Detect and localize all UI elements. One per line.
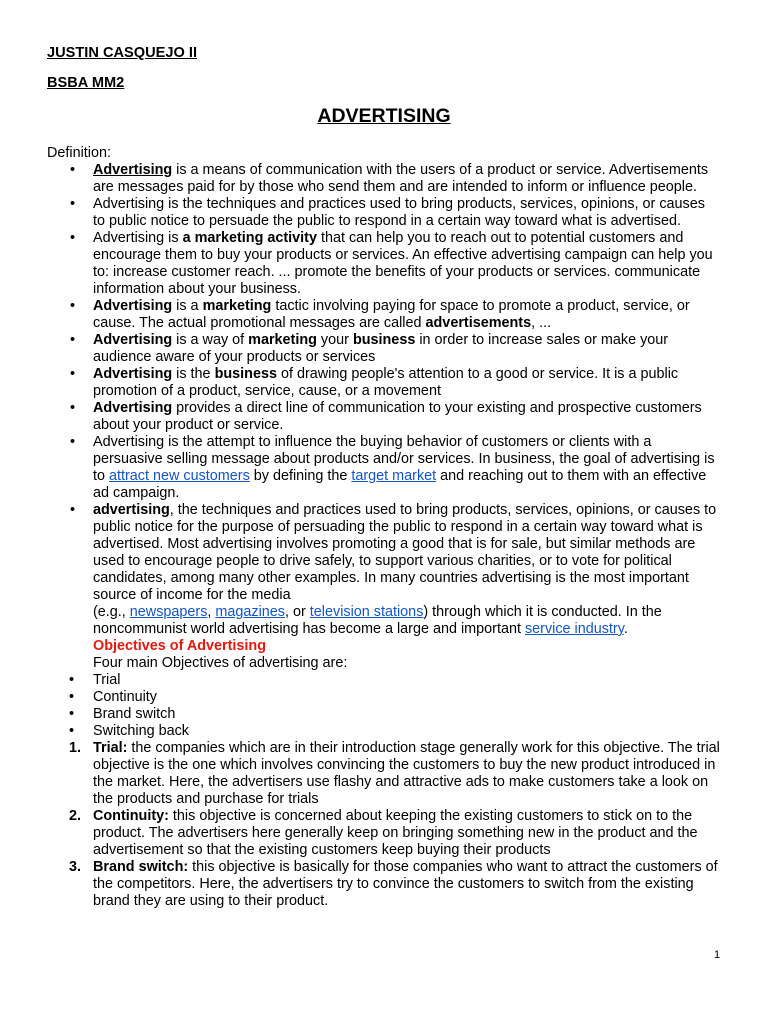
definition-item: • Advertising is the business of drawing people's attention to a good or service. It is a public promotion of a product, service, cause, or a movement — [70, 366, 679, 399]
bullet-icon: • — [70, 434, 76, 450]
bullet-icon: • — [70, 162, 76, 178]
objective-list-item: • Continuity — [69, 689, 157, 705]
bullet-icon: • — [70, 230, 76, 246]
objective-list-item: • Brand switch — [69, 706, 176, 722]
definition-item: • Advertising is a way of marketing your business in order to increase sales or make your audience aware of your products or services — [70, 332, 669, 365]
bullet-icon: • — [69, 706, 75, 722]
bullet-icon: • — [70, 400, 76, 416]
bullet-icon: • — [70, 196, 76, 212]
document-body — [0, 162, 768, 910]
bullet-icon: • — [70, 366, 76, 382]
objectives-heading: Objectives of Advertising — [93, 638, 266, 654]
objectives-intro: Four main Objectives of advertising are: — [93, 655, 348, 671]
service-industry-link[interactable]: service industry — [524, 621, 624, 637]
bullet-icon: • — [69, 723, 75, 739]
newspapers-link[interactable]: newspapers — [129, 604, 208, 620]
objective-detail-item: 2. Continuity: this objective is concerned about keeping the existing customers to stick on to the product. The advertisers here generally keep on bringing something new in the product and the advertisement so that the existing customers keep buying their products — [69, 808, 698, 858]
definition-item: • Advertising is a marketing activity that can help you to reach out to potential customers and encourage them to buy your products or services. An effective advertising campaign can help you to: increase customer reach. ... promote the benefits of your products or services. communicate information about your business. — [70, 230, 713, 297]
definition-item: • Advertising is the techniques and practices used to bring products, services, opinions, or causes to public notice to persuade the public to respond in a certain way toward what is advertised. — [70, 196, 705, 229]
definition-item: • Advertising is the attempt to influence the buying behavior of customers or clients with a persuasive selling message about products and/or services. In business, the goal of advertising is to attract new customers by defining the target market and reaching out to them with an effective ad campaign. — [70, 434, 715, 501]
definition-item: • Advertising is a marketing tactic involving paying for space to promote a product, service, or cause. The actual promotional messages are called advertisements, ... — [70, 298, 690, 331]
bullet-icon: • — [70, 502, 76, 518]
objective-detail-item: 1. Trial: the companies which are in their introduction stage generally work for this objective. The trial objective is the one which involves convincing the customers to buy the new product introduced in the market. Here, the advertisers use flashy and attractive ads to make customers take a look on the products and purchase for trials — [69, 740, 720, 807]
magazines-link[interactable]: magazines — [215, 604, 285, 620]
course-section: BSBA MM2 — [47, 75, 125, 91]
bullet-icon: • — [70, 298, 76, 314]
page-title: ADVERTISING — [317, 105, 451, 127]
objective-list-item: • Trial — [69, 672, 121, 688]
definition-item: • Advertising is a means of communication with the users of a product or service. Advertisements are messages paid for by those who send them and are intended to inform or influence people. — [70, 162, 709, 195]
bullet-icon: • — [69, 672, 75, 688]
objective-detail-item: 3. Brand switch: this objective is basically for those companies who want to attract the customers of the competitors. Here, the advertisers try to convince the customers to switch from the existing brand they are using to their product. — [69, 859, 718, 909]
page-number: 1 — [714, 949, 721, 961]
attract-new-customers-link[interactable]: attract new customers — [109, 468, 250, 484]
author-name: JUSTIN CASQUEJO II — [47, 45, 198, 61]
target-market-link[interactable]: target market — [351, 468, 437, 484]
bullet-icon: • — [69, 689, 75, 705]
definition-label: Definition: — [47, 145, 111, 161]
definition-item: • Advertising provides a direct line of communication to your existing and prospective customers about your product or service. — [70, 400, 702, 433]
bullet-icon: • — [70, 332, 76, 348]
television-stations-link[interactable]: television stations — [309, 604, 424, 620]
definition-item: • advertising, the techniques and practices used to bring products, services, opinions, or causes to public notice for the purpose of persuading the public to respond in a certain way toward what is advertised. Most advertising involves promoting a good that is for sale, but similar methods are used to encourage people to drive safely, to support various charities, or to vote for political candidates, among many other examples. In many countries advertising is the most important source of income for the media (e.g., newspapers, magazines, or television stations) through which it is conducted. In the noncommunist world advertising has become a large and important service industry. Objectives of Advertising Four main Objectives of advertising are: — [70, 502, 717, 671]
objective-list-item: • Switching back — [69, 723, 189, 739]
